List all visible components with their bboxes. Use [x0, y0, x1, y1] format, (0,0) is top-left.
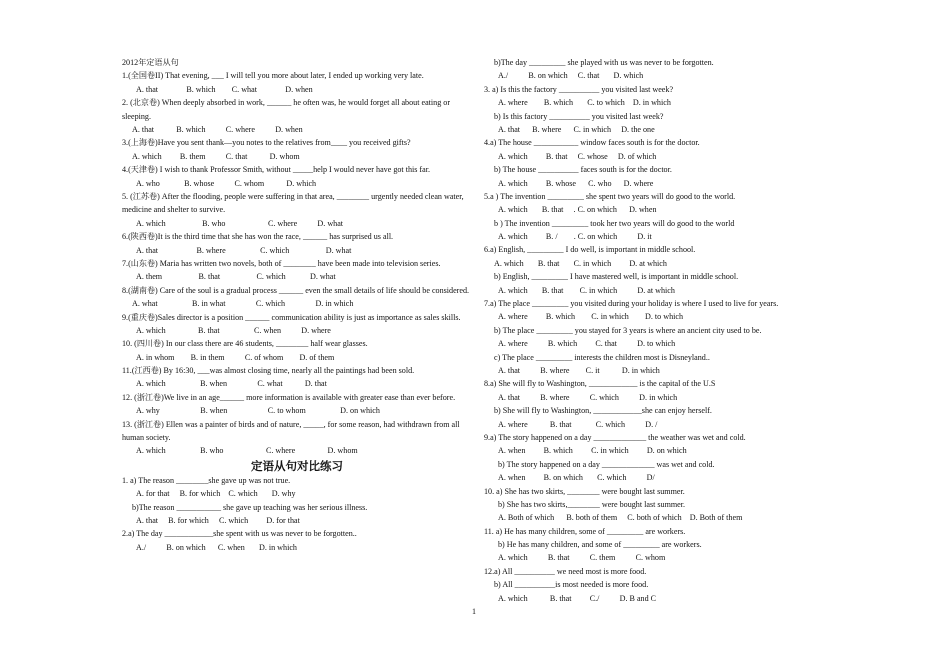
question-line: 10. a) She has two skirts, ________ were bought last summer. — [484, 486, 685, 496]
answer-options-line: A. Both of which B. both of them C. both of which D. Both of them — [498, 513, 743, 523]
question-line: 6.(陕西卷)It is the third time that she has won the race, ______ has surprised us all. — [122, 232, 394, 242]
question-line: 2012年定语从句 — [122, 58, 179, 67]
answer-options-line: A. which B. when C. what D. that — [136, 379, 327, 389]
question-line: 4.a) The house ___________ window faces south is for the doctor. — [484, 138, 700, 148]
question-line: 3.(上海卷)Have you sent thank—you notes to the relatives from____ you received gifts? — [122, 138, 411, 148]
question-line: 6.a) English, _________ I do well, is important in middle school. — [484, 245, 696, 255]
question-line: 11.(江西卷) By 16:30, ___was almost closing time, nearly all the paintings had been sold. — [122, 366, 415, 376]
question-line: 12.a) All __________ we need most is more food. — [484, 566, 647, 576]
answer-options-line: A. what B. in what C. which D. in which — [132, 299, 354, 309]
question-line: 1. a) The reason ________she gave up was not true. — [122, 475, 291, 485]
question-line: 2.a) The day ____________she spent with us was never to be forgotten.. — [122, 529, 357, 539]
answer-options-line: A. where B. which C. that D. to which — [498, 339, 676, 349]
answer-options-line: A. which B. that . C. on which D. when — [498, 205, 657, 215]
answer-options-line: A. which B. that C. in which D. at which — [498, 285, 675, 295]
question-line: b ) The invention _________ took her two years will do good to the world — [494, 218, 735, 228]
question-line: 3. a) Is this the factory __________ you visited last week? — [484, 84, 674, 94]
question-line: b) She has two skirts,________ were bought last summer. — [498, 499, 686, 509]
left-column — [122, 56, 472, 554]
question-line: 5. (江苏卷) After the flooding, people were suffering in that area, ________ urgently needed clean water, medicine and shelter to survive. — [122, 191, 464, 215]
question-line: 7.a) The place _________ you visited during your holiday is where I used to live for years. — [484, 299, 779, 309]
question-line: b) The story happened on a day _____________ was wet and cold. — [498, 459, 715, 469]
answer-options-line: A. that B. where C. which D. what — [136, 245, 352, 255]
question-line: 8.(湖南卷) Care of the soul is a gradual process ______ even the small details of life should be considered. — [122, 285, 470, 295]
answer-options-line: A. which B. them C. that D. whom — [132, 151, 300, 161]
question-line: 2. (北京卷) When deeply absorbed in work, ______ he often was, he would forget all about eating or sleeping. — [122, 98, 451, 121]
question-line: 11. a) He has many children, some of _________ are workers. — [484, 526, 686, 536]
question-line: b)The day _________ she played with us was never to be forgotten. — [494, 58, 714, 67]
answer-options-line: A. that B. where C. which D. in which — [498, 392, 678, 402]
section-title: 定语从句对比练习 — [251, 458, 343, 473]
answer-options-line: A. that B. where C. in which D. the one — [498, 124, 655, 134]
question-line: 4.(天津卷) I wish to thank Professor Smith, without _____help I would never have got this far. — [122, 165, 430, 175]
right-column — [484, 56, 834, 605]
answer-options-line: A./ B. on which C. when D. in which — [136, 542, 297, 552]
answer-options-line: A. that B. where C. it D. in which — [498, 365, 660, 375]
answer-options-line: A. that B. for which C. which D. for that — [136, 516, 300, 526]
answer-options-line: A. them B. that C. which D. what — [136, 272, 336, 282]
question-line: b) All __________is most needed is more food. — [494, 580, 649, 590]
question-line: b) English, _________ I have mastered well, is important in middle school. — [494, 272, 739, 282]
answer-options-line: A. that B. which C. what D. when — [136, 84, 313, 94]
answer-options-line: A. in whom B. in them C. of whom D. of them — [136, 352, 335, 362]
question-line: b)The reason ___________ she gave up teaching was her serious illness. — [132, 502, 368, 512]
answer-options-line: A. which B. who C. where D. whom — [136, 446, 358, 456]
answer-options-line: A. when B. which C. in which D. on which — [498, 446, 687, 456]
question-line: 1.(全国卷II) That evening, ___ I will tell you more about later, I ended up working very late. — [122, 71, 424, 81]
page-number: 1 — [472, 607, 476, 616]
answer-options-line: A. which B. that C. when D. where — [136, 325, 331, 335]
answer-options-line: A. that B. which C. where D. when — [132, 124, 303, 134]
answer-options-line: A. where B. which C. in which D. to which — [498, 312, 684, 322]
answer-options-line: A. where B. which C. to which D. in which — [498, 98, 671, 108]
question-line: b) The house __________ faces south is for the doctor. — [494, 165, 672, 175]
answer-options-line: A. which B. that C. whose D. of which — [498, 151, 657, 161]
question-line: c) The place _________ interests the children most is Disneyland.. — [494, 352, 710, 362]
answer-options-line: A. which B. that C./ D. B and C — [498, 593, 657, 603]
question-line: 5.a ) The invention _________ she spent two years will do good to the world. — [484, 191, 736, 201]
question-line: 9.a) The story happened on a day _____________ the weather was wet and cold. — [484, 432, 746, 442]
question-line: 8.a) She will fly to Washington, ____________ is the capital of the U.S — [484, 379, 716, 389]
question-line: 10. (四川卷) In our class there are 46 students, ________ half wear glasses. — [122, 339, 368, 349]
answer-options-line: A. who B. whose C. whom D. which — [136, 178, 317, 188]
question-line: b) He has many children, and some of _________ are workers. — [498, 540, 702, 550]
answer-options-line: A. why B. when C. to whom D. on which — [136, 406, 380, 416]
question-line: b) The place _________ you stayed for 3 years is where an ancient city used to be. — [494, 325, 762, 335]
question-line: 9.(重庆卷)Sales director is a position ______ communication ability is just as importance as sales skills. — [122, 312, 461, 322]
question-line: 7.(山东卷) Maria has written two novels, both of ________ have been made into television series. — [122, 258, 441, 268]
answer-options-line: A. which B. that C. them C. whom — [498, 553, 666, 563]
answer-options-line: A./ B. on which C. that D. which — [498, 71, 644, 81]
question-line: b) Is this factory __________ you visited last week? — [494, 111, 664, 121]
answer-options-line: A. for that B. for which C. which D. why — [136, 489, 296, 499]
answer-options-line: A. which B. whose C. who D. where — [498, 178, 654, 188]
answer-options-line: A. which B. / . C. on which D. it — [498, 232, 652, 242]
answer-options-line: A. which B. who C. where D. what — [136, 218, 344, 228]
question-line: 12. (浙江卷)We live in an age______ more information is available with greater ease than ever before. — [122, 392, 456, 402]
question-line: b) She will fly to Washington, ____________she can enjoy herself. — [494, 406, 712, 416]
answer-options-line: A. when B. on which C. which D/ — [498, 473, 655, 483]
answer-options-line: A. where B. that C. which D. / — [498, 419, 658, 429]
answer-options-line: A. which B. that C. in which D. at which — [494, 258, 667, 268]
question-line: 13. (浙江卷) Ellen was a painter of birds and of nature, _____, for some reason, had withdrawn from all human society. — [122, 419, 460, 443]
